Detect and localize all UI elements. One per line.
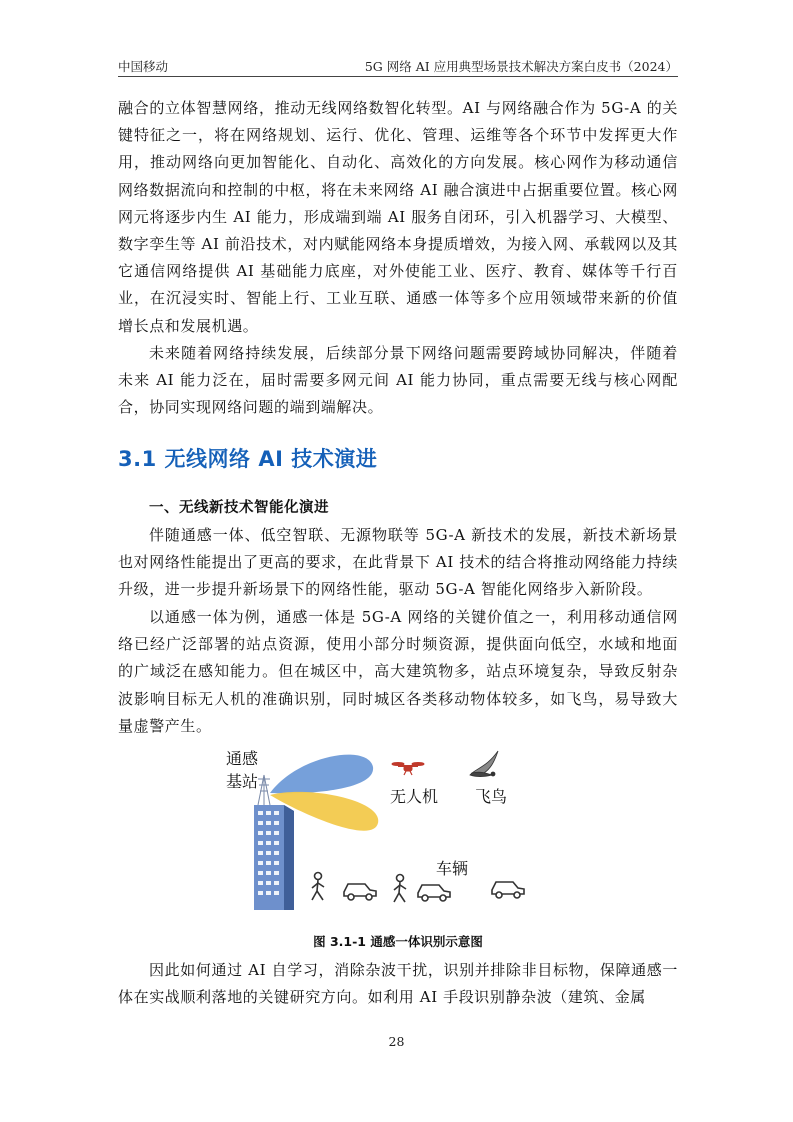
car-icon-2	[418, 885, 450, 901]
label-vehicle: 车辆	[436, 859, 469, 878]
antenna-icon	[258, 775, 270, 805]
isac-figure	[218, 745, 578, 915]
paragraph-1: 融合的立体智慧网络，推动无线网络数智化转型。AI 与网络融合作为 5G-A 的关键特征之一，将在网络规划、运行、优化、管理、运维等各个环节中发挥更大作用，推动网络向更加智能化、自动化、高效化的方向发展。核心网作为移动通信网络数据流向和控制的中枢，将在未来网络 AI 融合演进中占据重要位置。核心网网元将逐步内生 AI 能力，形成端到端 AI 服务自闭环，引入机器学习、大模型、数字孪生等 AI 前沿技术，对内赋能网络本身提质增效，为接入网、承载网以及其它通信网络提供 AI 基础能力底座，对外使能工业、医疗、教育、媒体等千行百业，在沉浸实时、智能上行、工业互联、通感一体等多个应用领域带来新的价值增长点和发展机遇。	[118, 99, 678, 335]
page-number: 28	[388, 1034, 405, 1049]
paragraph-5: 因此如何通过 AI 自学习，消除杂波干扰，识别并排除非目标物，保障通感一体在实战顺利落地的关键研究方向。如利用 AI 手段识别静杂波（建筑、金属	[118, 961, 678, 1007]
car-icon-1	[344, 884, 376, 900]
figure-caption: 图 3.1-1 通感一体识别示意图	[313, 934, 483, 949]
upper-beam	[270, 755, 373, 794]
paragraph-2: 未来随着网络持续发展，后续部分景下网络问题需要跨域协同解决，伴随着未来 AI 能力泛在，届时需要多网元间 AI 能力协同，重点需要无线与核心网配合，协同实现网络问题的端到端解决。	[118, 344, 678, 417]
isac-diagram	[218, 745, 578, 915]
label-station-line1: 通感	[226, 749, 259, 768]
subsection-title: 一、无线新技术智能化演进	[149, 500, 329, 516]
label-bird: 飞鸟	[475, 787, 508, 806]
car-icon-3	[492, 882, 524, 898]
label-station-line2: 基站	[226, 772, 259, 791]
section-title: 3.1 无线网络 AI 技术演进	[118, 447, 378, 471]
running-header	[118, 55, 678, 75]
header-org: 中国移动	[118, 59, 169, 74]
pedestrian-icon-2	[394, 875, 406, 903]
building-windows	[258, 811, 279, 895]
pedestrian-icon-1	[312, 873, 324, 901]
paragraph-3: 伴随通感一体、低空智联、无源物联等 5G-A 新技术的发展，新技术新场景也对网络性能提出了更高的要求，在此背景下 AI 技术的结合将推动网络能力持续升级，进一步提升新场景下的网络性能，驱动 5G-A 智能化网络步入新阶段。	[118, 526, 678, 599]
header-doc-title: 5G 网络 AI 应用典型场景技术解决方案白皮书（2024）	[364, 59, 678, 74]
label-drone: 无人机	[390, 787, 439, 806]
drone-icon	[392, 763, 424, 776]
bird-icon	[470, 751, 498, 777]
paragraph-4: 以通感一体为例，通感一体是 5G-A 网络的关键价值之一，利用移动通信网络已经广泛部署的站点资源，使用小部分时频资源，提供面向低空，水域和地面的广域泛在感知能力。但在城区中，高大建筑物多，站点环境复杂，导致反射杂波影响目标无人机的准确识别，同时城区各类移动物体较多，如飞鸟，易导致大量虚警产生。	[118, 608, 678, 735]
header-rule	[118, 76, 678, 77]
